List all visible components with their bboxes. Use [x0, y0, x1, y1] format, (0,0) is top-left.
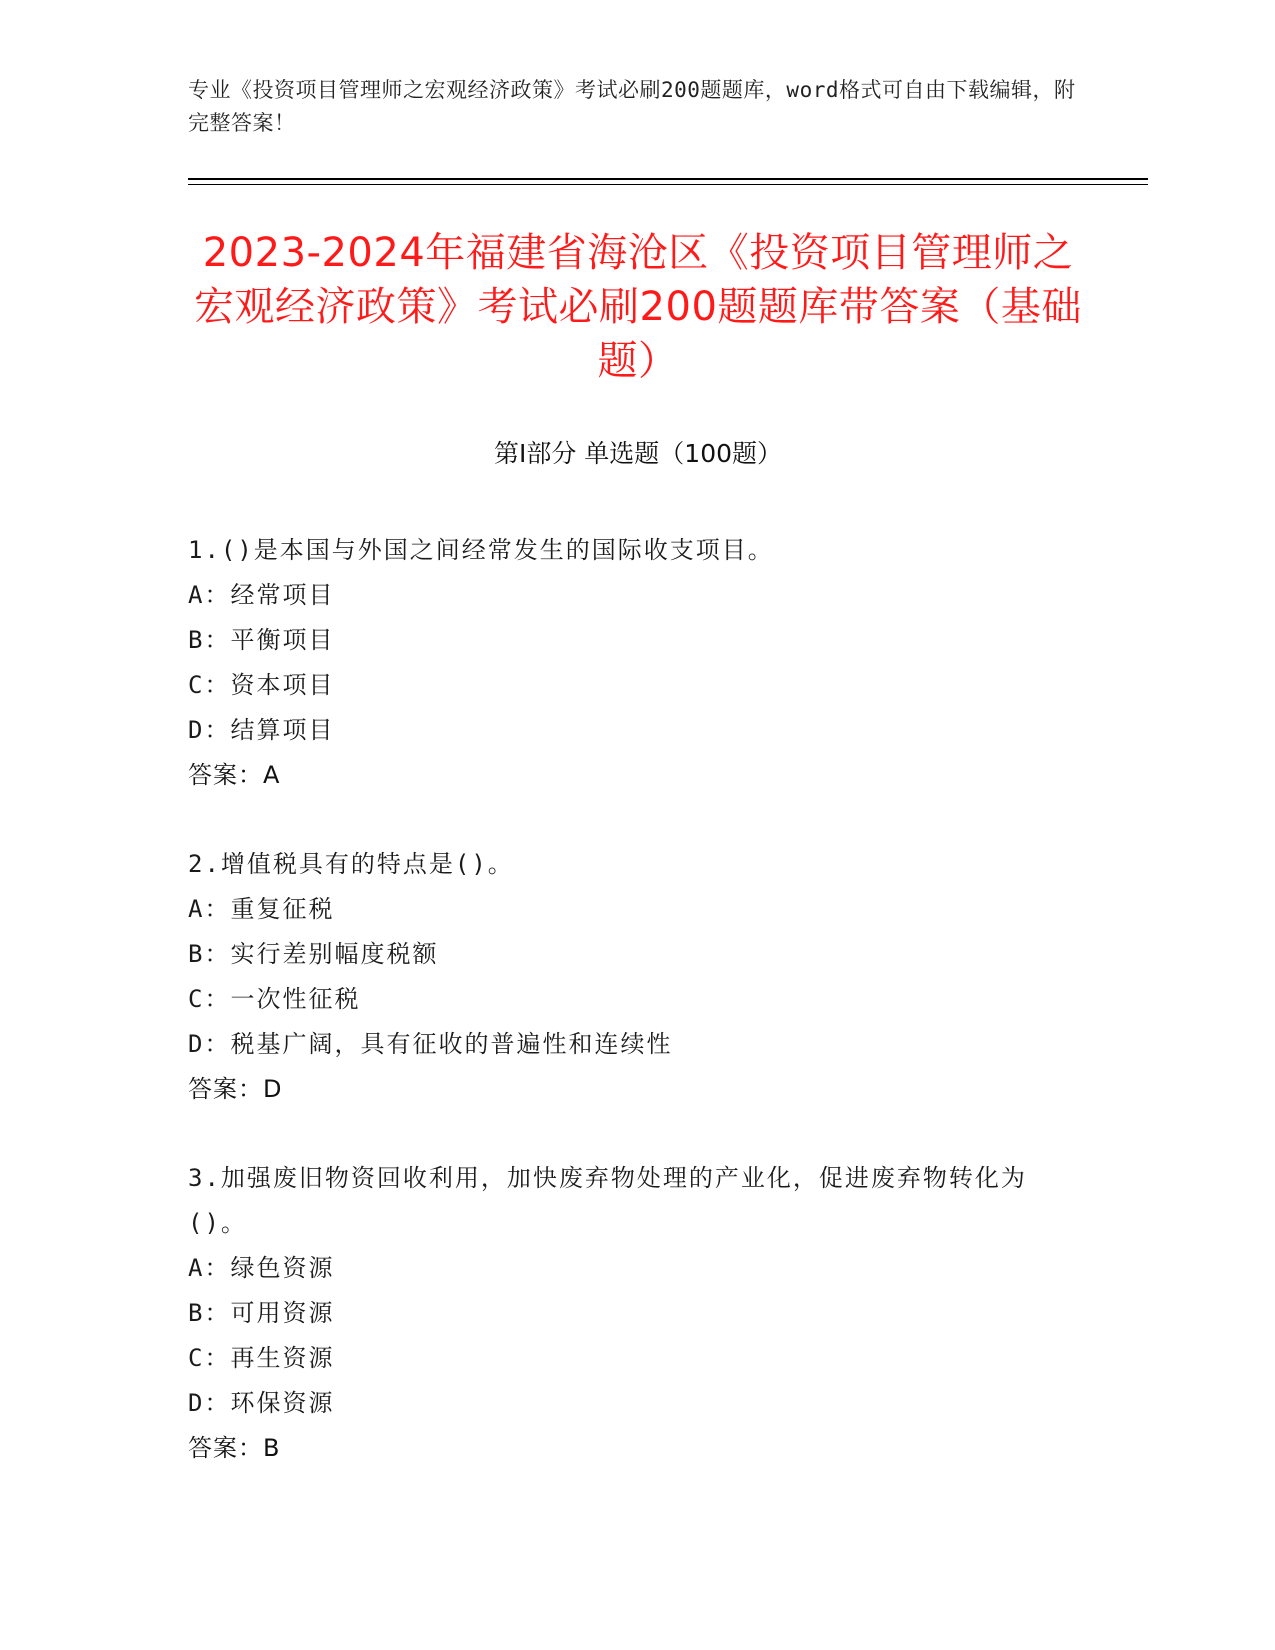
option-d: D：结算项目	[188, 716, 335, 744]
option-a: A：经常项目	[188, 581, 335, 609]
question-list	[188, 528, 1068, 1515]
question-stem: 3.加强废旧物资回收利用，加快废弃物处理的产业化，促进废弃物转化为()。	[188, 1164, 1027, 1237]
header-divider-thin	[188, 184, 1148, 185]
option-b: B：平衡项目	[188, 626, 335, 654]
answer: 答案：B	[188, 1434, 281, 1462]
question-1	[188, 528, 1068, 798]
question-stem: 2.增值税具有的特点是()。	[188, 850, 514, 878]
option-b: B：可用资源	[188, 1299, 335, 1327]
option-c: C：再生资源	[188, 1344, 335, 1372]
question-stem: 1.()是本国与外国之间经常发生的国际收支项目。	[188, 536, 774, 564]
header-note: 专业《投资项目管理师之宏观经济政策》考试必刷200题题库，word格式可自由下载编辑，附完整答案！	[188, 78, 1076, 135]
option-c: C：资本项目	[188, 671, 335, 699]
option-a: A：绿色资源	[188, 1254, 335, 1282]
question-3	[188, 1156, 1068, 1471]
section-title: 第Ⅰ部分 单选题（100题）	[493, 439, 783, 468]
header-divider-thick	[188, 178, 1148, 180]
question-2	[188, 842, 1068, 1112]
option-d: D：税基广阔，具有征收的普遍性和连续性	[188, 1030, 673, 1058]
document-title: 2023-2024年福建省海沧区《投资项目管理师之宏观经济政策》考试必刷200题题库带答案（基础题）	[194, 230, 1082, 384]
answer: 答案：A	[188, 761, 281, 789]
answer: 答案：D	[188, 1075, 283, 1103]
option-a: A：重复征税	[188, 895, 335, 923]
option-b: B：实行差别幅度税额	[188, 940, 439, 968]
option-d: D：环保资源	[188, 1389, 335, 1417]
option-c: C：一次性征税	[188, 985, 361, 1013]
